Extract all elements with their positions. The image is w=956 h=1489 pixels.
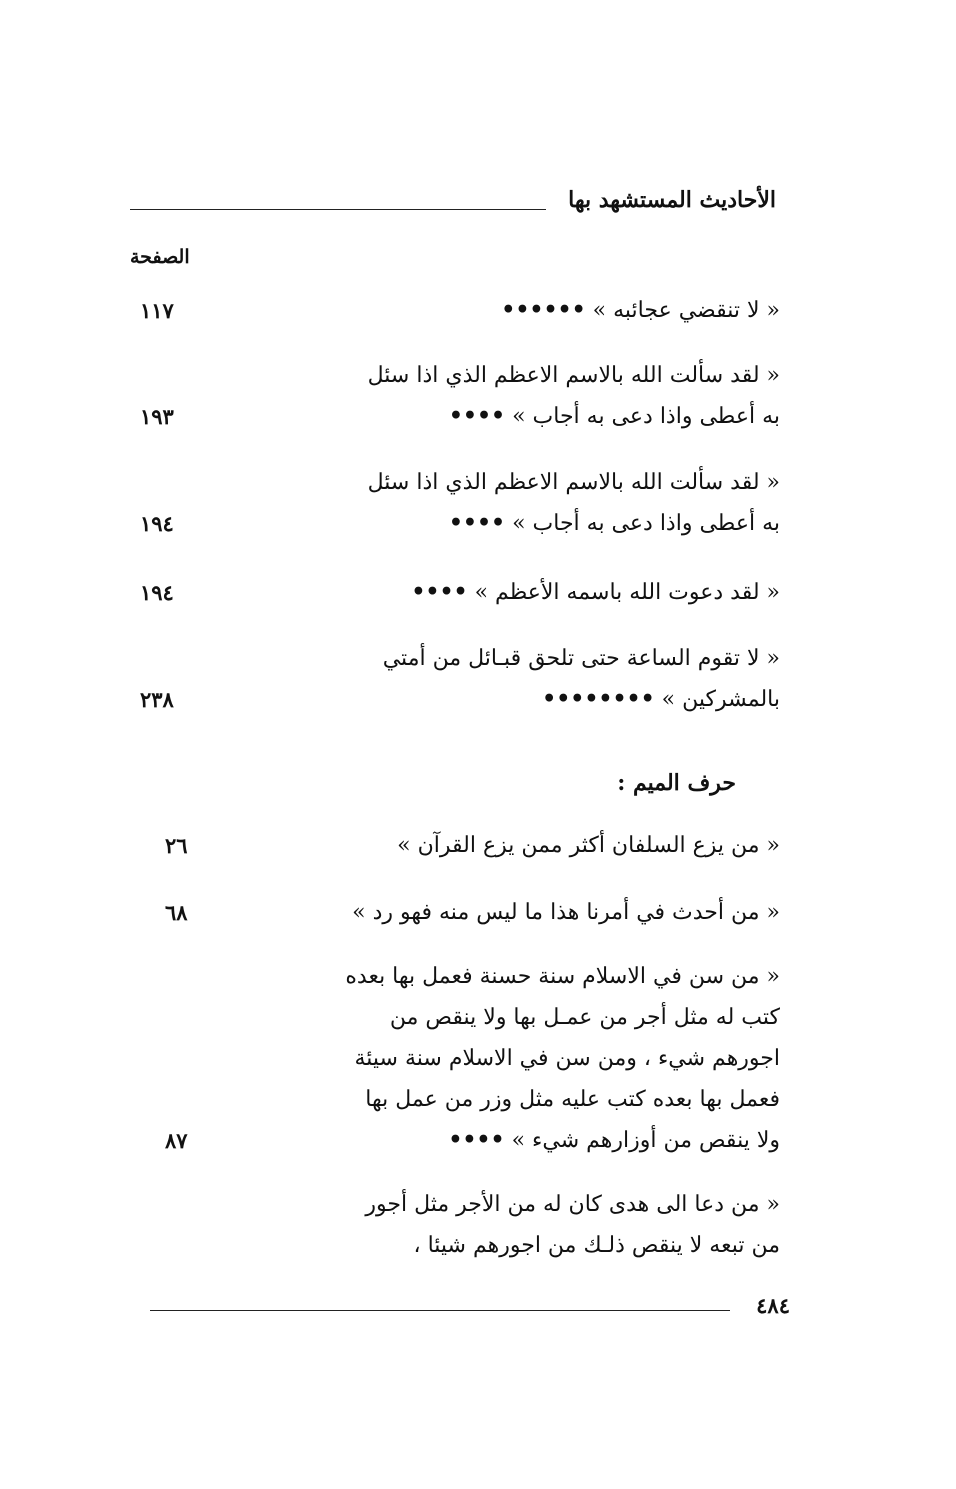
entry-line: « من يزع السلفان أكثر ممن يزع القرآن » — [397, 833, 780, 858]
entry-page-number: ٦٨ — [165, 900, 188, 925]
entry-line: اجورهم شيء ، ومن سن في الاسلام سنة سيئة — [354, 1046, 780, 1071]
entry-line — [340, 503, 780, 544]
leader-dots: •••••• — [501, 297, 586, 323]
entry-page-number: ٢٣٨ — [140, 687, 174, 712]
entry-text — [340, 462, 780, 544]
page-column-label: الصفحة — [130, 246, 190, 268]
section-heading: حرف الميم : — [617, 770, 736, 796]
entry-line-text: « لقد دعوت الله باسمه الأعظم » — [474, 580, 780, 605]
entry-text — [340, 1184, 780, 1266]
page-footer — [150, 1288, 790, 1324]
entry-line-text: ولا ينقص من أوزارهم شيء » — [511, 1128, 780, 1153]
entry-line: فعمل بها بعده كتب عليه مثل وزر من عمل بها — [365, 1087, 780, 1112]
entry-line-text: « لا تنقضي عجائبه » — [592, 298, 780, 323]
page-folio: ٤٨٤ — [756, 1293, 790, 1318]
entry-text — [340, 825, 780, 866]
entry-text — [340, 892, 780, 933]
entry-page-number: ١٩٤ — [140, 580, 174, 605]
entry-page-number: ١٩٤ — [140, 511, 174, 536]
entry-page-number: ٢٦ — [165, 833, 188, 858]
entry-text — [340, 290, 780, 331]
entry-line: من تبعه لا ينقص ذلـك من اجورهم شيئا ، — [413, 1233, 780, 1258]
entry-line: « من دعا الى هدى كان له من الأجر مثل أجور — [365, 1192, 780, 1217]
entry-line: « من سن في الاسلام سنة حسنة فعمل بها بعده — [345, 964, 780, 989]
entry-line — [340, 396, 780, 437]
entry-line: « لقد سألت الله بالاسم الاعظم الذي اذا سئل — [367, 363, 780, 388]
leader-dots: •••• — [448, 403, 506, 429]
entry-line — [340, 679, 780, 720]
leader-dots: •••••••• — [542, 686, 655, 712]
entry-line-text: به أعطى واذا دعى به أجاب » — [512, 511, 780, 536]
entry-line-text: بالمشركين » — [661, 687, 780, 712]
entry-text — [340, 638, 780, 720]
entry-page-number: ١٩٣ — [140, 404, 174, 429]
entry-page-number: ٨٧ — [165, 1128, 188, 1153]
leader-dots: •••• — [448, 510, 506, 536]
entry-line — [340, 1120, 780, 1161]
entry-line — [340, 290, 780, 331]
header-rule — [130, 209, 546, 210]
entry-line: « من أحدث في أمرنا هذا ما ليس منه فهو رد » — [352, 900, 780, 925]
entry-line: « لقد سألت الله بالاسم الاعظم الذي اذا سئل — [367, 470, 780, 495]
entry-text — [340, 572, 780, 613]
leader-dots: •••• — [448, 1127, 505, 1153]
header-title: الأحاديث المستشهد بها — [560, 180, 776, 220]
entry-page-number: ١١٧ — [140, 298, 174, 323]
entry-line: كتب له مثل أجر من عمـل بها ولا ينقص من — [389, 1005, 780, 1030]
leader-dots: •••• — [411, 579, 468, 605]
running-header — [130, 180, 776, 220]
entry-text — [340, 956, 780, 1161]
entry-text — [340, 355, 780, 437]
footer-rule — [150, 1310, 730, 1311]
entry-line: « لا تقوم الساعة حتى تلحق قبـائل من أمتي — [382, 646, 780, 671]
entry-line-text: به أعطى واذا دعى به أجاب » — [512, 404, 780, 429]
entry-line — [340, 572, 780, 613]
